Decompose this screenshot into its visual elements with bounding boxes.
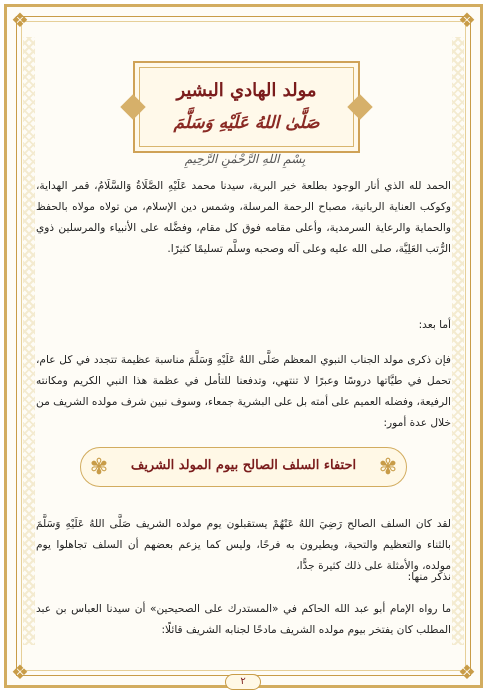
title-salutation: صَلَّىٰ اللهُ عَلَيْهِ وَسَلَّمَ	[173, 113, 320, 133]
mawlid-occasion-paragraph: فإن ذكرى مولد الجناب النبوي المعظم صَلَّى اللهُ عَلَيْهِ وَسَلَّمَ مناسبة عظيمة تتجدد في كل عام، تحمل في طيَّاتها دروسًا وعبرًا لا تنتهي، وتدفعنا للتأمل في عظمة هذا النبي الكريم ومكانته الرفيعة، وفضله العميم على أمته بل على البشرية جمعاء، وسوف نبين شرف مولده الشريف من خلال عدة أمور:	[36, 354, 451, 429]
banner-ornament-icon: ✾	[378, 455, 398, 480]
basmala: بِسْمِ اللهِ الرَّحْمٰنِ الرَّحِيمِ	[184, 152, 306, 166]
we-mention-line: نذكر منها:	[407, 571, 451, 583]
right-border-pattern	[452, 37, 464, 645]
corner-ornament-icon: ❖	[458, 8, 476, 32]
page-title: مولد الهادي البشير	[176, 80, 317, 101]
left-border-pattern	[23, 37, 35, 645]
banner-ornament-icon: ✾	[89, 455, 109, 480]
corner-ornament-icon: ❖	[458, 660, 476, 684]
hakim-narration-paragraph: ما رواه الإمام أبو عبد الله الحاكم في «المستدرك على الصحيحين» أن سيدنا العباس بن عبد المطلب كان يفتخر بيوم مولده الشريف مادحًا لجنابه الشريف قائلًا:	[36, 603, 451, 636]
corner-ornament-icon: ❖	[11, 8, 29, 32]
page-number: ٢	[225, 674, 261, 690]
title-frame	[133, 61, 360, 153]
section-heading: احتفاء السلف الصالح بيوم المولد الشريف	[130, 458, 357, 473]
amma-baad-line: أما بعد:	[418, 319, 451, 331]
corner-ornament-icon: ❖	[11, 660, 29, 684]
intro-paragraph: الحمد لله الذي أنار الوجود بطلعة خير البرية، سيدنا محمد عَلَيْهِ الصَّلَاةُ وَالسَّلَامُ، قمر الهداية، وكوكب العناية الربانية، مصباح الرحمة المرسلة، وشمس دين الإسلام، من تولاه مولاه بالحفظ والحماية والرعاية السرمدية، وأعلى مقامه فوق كل مقام، وفضَّله على الأنبياء والمرسلين ذوي الرُّتب العَلِيَّة، صلى الله عليه وعلى آله وصحبه وسلَّم تسليمًا كثيرًا.	[36, 180, 451, 255]
salaf-celebration-paragraph: لقد كان السلف الصالح رَضِيَ اللهُ عَنْهُمْ يستقبلون يوم مولده الشريف صَلَّى اللهُ عَلَيْهِ وَسَلَّمَ بالثناء والتعظيم والتحية، ويطيرون به فرحًا، وليس كما يزعم بعضهم أن السلف تجاهلوا يوم مولده، والأمثلة على ذلك كثيرة جدًّا،	[36, 518, 451, 572]
section-heading-banner	[80, 447, 407, 487]
